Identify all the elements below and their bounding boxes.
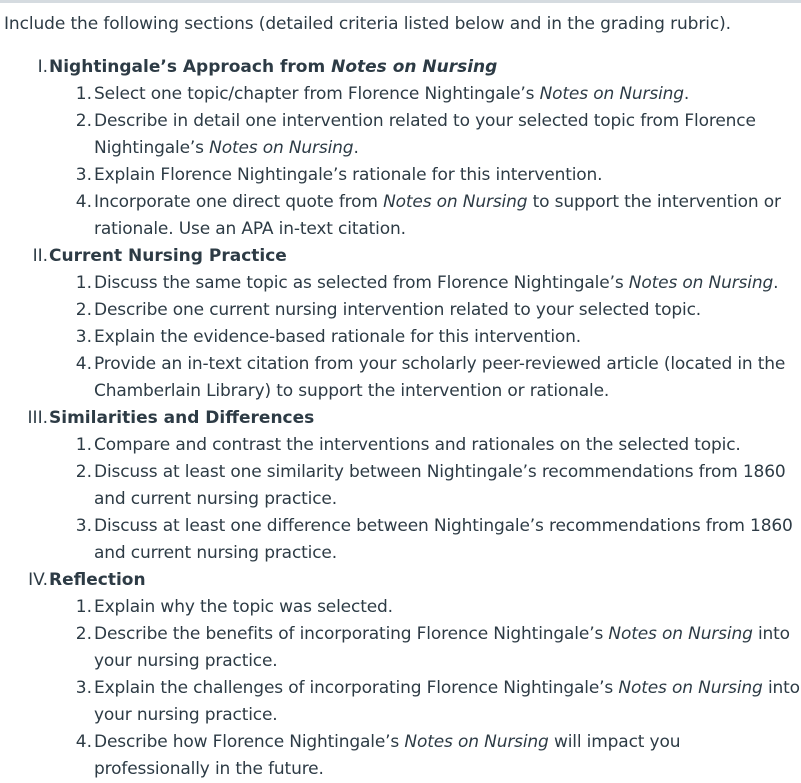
item-text-part: . xyxy=(353,138,359,158)
criteria-item xyxy=(0,594,801,621)
item-number: 3. xyxy=(75,327,92,347)
section-title xyxy=(49,405,314,432)
item-text-part: Explain Florence Nightingale’s rationale for this intervention. xyxy=(94,165,603,185)
item-text xyxy=(94,297,801,324)
item-text-part: Describe one current nursing intervention related to your selected topic. xyxy=(94,300,702,320)
item-number: 3. xyxy=(75,516,92,536)
outline-section xyxy=(0,567,801,783)
item-text-part: Explain the challenges of incorporating Florence Nightingale’s xyxy=(94,678,619,698)
item-text-part: Describe in detail one intervention related to your selected topic from Florence Nightingale’s xyxy=(94,111,756,158)
section-title-text: Similarities and Differences xyxy=(49,408,315,428)
item-number: 4. xyxy=(75,192,92,212)
book-title-italic: Notes on Nursing xyxy=(539,84,684,104)
item-text xyxy=(94,108,801,162)
item-text xyxy=(94,351,801,405)
section-title xyxy=(49,567,146,594)
criteria-item xyxy=(0,729,801,783)
item-text-part: Explain why the topic was selected. xyxy=(94,597,393,617)
item-text-part: will impact you professionally in the future. xyxy=(94,732,681,779)
book-title-italic: Notes on Nursing xyxy=(404,732,549,752)
criteria-list xyxy=(0,270,801,405)
outline-section xyxy=(0,54,801,243)
item-text-part: Describe how Florence Nightingale’s xyxy=(94,732,405,752)
section-title-text: Reflection xyxy=(49,570,146,590)
item-number: 2. xyxy=(75,300,92,320)
item-number: 1. xyxy=(75,597,92,617)
item-text-part: . xyxy=(683,84,690,104)
item-text-part: Select one topic/chapter from Florence Nightingale’s xyxy=(94,84,540,104)
section-title-text: Current Nursing Practice xyxy=(49,246,287,266)
item-text xyxy=(94,729,801,783)
criteria-item xyxy=(0,432,801,459)
item-text-part: into your nursing practice. xyxy=(94,624,790,671)
criteria-item xyxy=(0,270,801,297)
item-text-part: Incorporate one direct quote from xyxy=(94,192,384,212)
section-numeral: II. xyxy=(32,246,48,266)
item-number: 4. xyxy=(75,732,92,752)
item-number: 4. xyxy=(75,354,92,374)
criteria-item xyxy=(0,81,801,108)
criteria-item xyxy=(0,297,801,324)
item-number: 1. xyxy=(75,435,92,455)
item-text-part: Provide an in-text citation from your scholarly peer-reviewed article (located in the Chamberlain Library) to support the intervention or rationale. xyxy=(94,354,786,401)
item-text xyxy=(94,81,801,108)
book-title-italic: Notes on Nursing xyxy=(618,678,763,698)
item-number: 3. xyxy=(75,678,92,698)
outline-section xyxy=(0,243,801,405)
criteria-item xyxy=(0,324,801,351)
item-text-part: Discuss at least one similarity between Nightingale’s recommendations from 1860 and current nursing practice. xyxy=(94,462,786,509)
intro-text: Include the following sections (detailed criteria listed below and in the grading rubric). xyxy=(4,14,731,34)
criteria-item xyxy=(0,162,801,189)
book-title-italic: Notes on Nursing xyxy=(383,192,528,212)
item-text-part: Discuss at least one difference between Nightingale’s recommendations from 1860 and current nursing practice. xyxy=(94,516,793,563)
item-text xyxy=(94,594,801,621)
book-title-italic: Notes on Nursing xyxy=(608,624,753,644)
criteria-item xyxy=(0,351,801,405)
item-text xyxy=(94,621,801,675)
section-heading xyxy=(0,243,801,270)
section-numeral: IV. xyxy=(28,570,48,590)
criteria-item xyxy=(0,108,801,162)
criteria-item xyxy=(0,189,801,243)
item-text-part: . xyxy=(773,273,779,293)
section-title xyxy=(49,243,287,270)
section-numeral: III. xyxy=(27,408,48,428)
section-title xyxy=(49,54,497,81)
item-text-part: Explain the evidence-based rationale for this intervention. xyxy=(94,327,582,347)
item-text-part: Describe the benefits of incorporating Florence Nightingale’s xyxy=(94,624,609,644)
item-text xyxy=(94,675,801,729)
criteria-list xyxy=(0,594,801,783)
criteria-list xyxy=(0,432,801,567)
section-title-text: Nightingale’s Approach from xyxy=(49,57,332,77)
item-number: 3. xyxy=(75,165,92,185)
item-text xyxy=(94,270,801,297)
section-heading xyxy=(0,54,801,81)
book-title-italic: Notes on Nursing xyxy=(628,273,774,293)
item-text xyxy=(94,432,801,459)
item-text-part: Discuss the same topic as selected from Florence Nightingale’s xyxy=(94,273,629,293)
item-text xyxy=(94,513,801,567)
item-text xyxy=(94,162,801,189)
item-number: 2. xyxy=(75,624,92,644)
item-text-part: to support the intervention or rationale. Use an APA in-text citation. xyxy=(94,192,781,239)
item-number: 1. xyxy=(75,273,92,293)
criteria-item xyxy=(0,459,801,513)
section-heading xyxy=(0,567,801,594)
item-text xyxy=(94,459,801,513)
criteria-item xyxy=(0,675,801,729)
section-numeral: I. xyxy=(37,57,48,77)
section-title-italic: Notes on Nursing xyxy=(331,57,498,77)
criteria-list xyxy=(0,81,801,243)
item-number: 2. xyxy=(75,111,92,131)
item-text-part: Compare and contrast the interventions and rationales on the selected topic. xyxy=(94,435,741,455)
criteria-item xyxy=(0,621,801,675)
item-number: 2. xyxy=(75,462,92,482)
outline-section xyxy=(0,405,801,567)
item-text xyxy=(94,324,801,351)
assignment-outline xyxy=(0,54,801,783)
book-title-italic: Notes on Nursing xyxy=(209,138,354,158)
item-number: 1. xyxy=(75,84,92,104)
section-heading xyxy=(0,405,801,432)
item-text xyxy=(94,189,801,243)
top-divider xyxy=(0,0,801,3)
criteria-item xyxy=(0,513,801,567)
item-text-part: into your nursing practice. xyxy=(94,678,800,725)
